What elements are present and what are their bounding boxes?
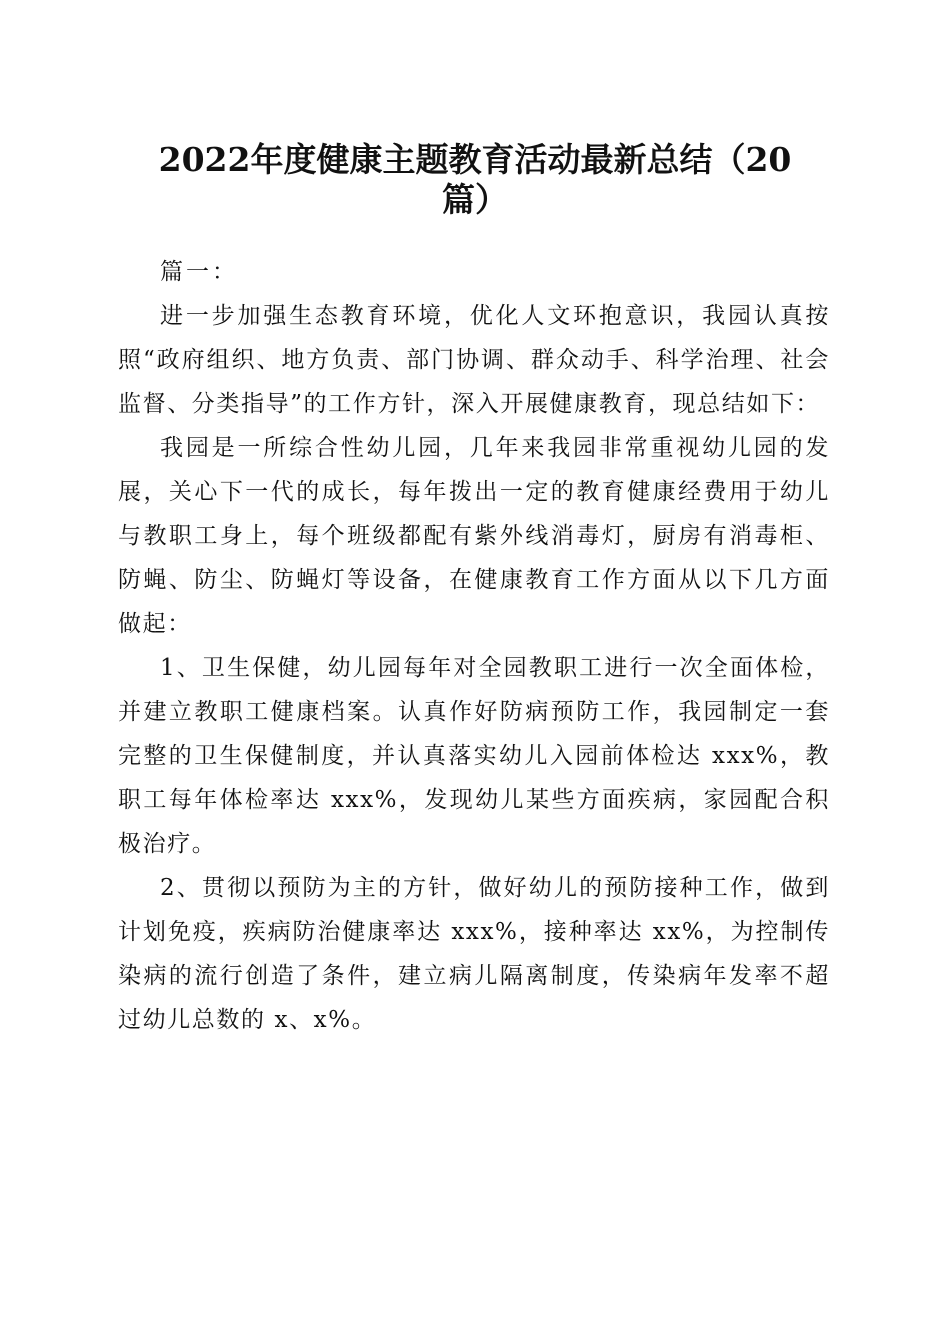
title-line-1: 2022年度健康主题教育活动最新总结（20 [158, 140, 792, 179]
paragraph-item-2: 2、贯彻以预防为主的方针，做好幼儿的预防接种工作，做到计划免疫，疾病防治健康率达 xxx%，接种率达 xx%，为控制传染病的流行创造了条件，建立病儿隔离制度，传染病年发率不超过幼儿总数的 x、x%。 [118, 875, 830, 1033]
section-label: 篇一： [160, 259, 238, 285]
paragraph-intro: 进一步加强生态教育环境，优化人文环抱意识，我园认真按照“政府组织、地方负责、部门协调、群众动手、科学治理、社会监督、分类指导”的工作方针，深入开展健康教育，现总结如下： [118, 303, 830, 417]
paragraph-overview: 我园是一所综合性幼儿园，几年来我园非常重视幼儿园的发展，关心下一代的成长，每年拨出一定的教育健康经费用于幼儿与教职工身上，每个班级都配有紫外线消毒灯，厨房有消毒柜、防蝇、防尘、防蝇灯等设备，在健康教育工作方面从以下几方面做起： [118, 435, 830, 637]
paragraph-item-1: 1、卫生保健，幼儿园每年对全园教职工进行一次全面体检，并建立教职工健康档案。认真作好防病预防工作，我园制定一套完整的卫生保健制度，并认真落实幼儿入园前体检达 xxx%，教职工每年体检率达 xxx%，发现幼儿某些方面疾病，家园配合积极治疗。 [118, 655, 830, 857]
document-title [120, 140, 830, 220]
document-body [118, 250, 830, 1042]
title-line-2: 篇） [442, 180, 508, 219]
